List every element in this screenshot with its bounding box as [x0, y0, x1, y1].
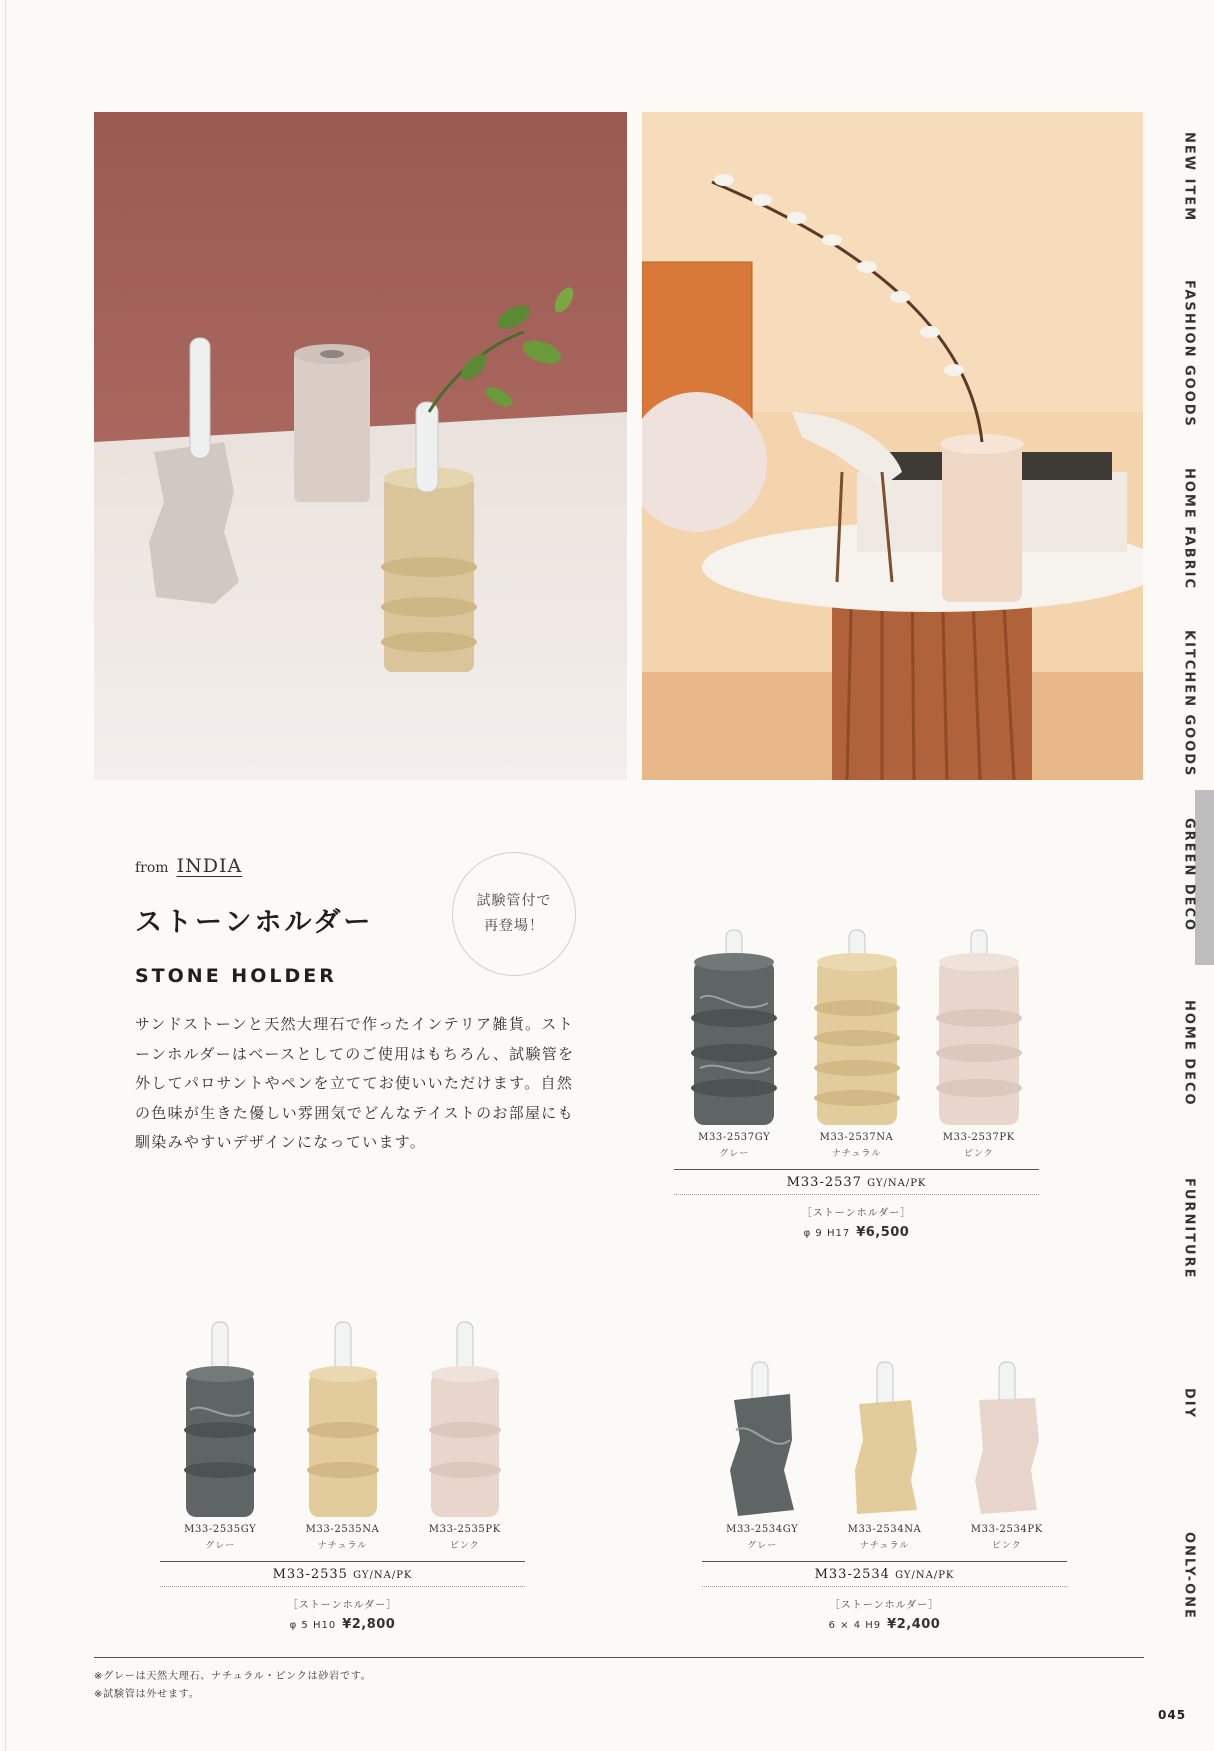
- variant-2537-na[interactable]: [796, 928, 916, 1159]
- nav-item-home-fabric[interactable]: HOME FABRIC: [1181, 468, 1197, 591]
- restock-badge: [452, 852, 576, 976]
- group-code-suffix: GY/NA/PK: [895, 1570, 955, 1581]
- variant-code: M33-2534NA: [847, 1524, 922, 1535]
- group-code-main: M33-2537: [786, 1175, 862, 1190]
- nav-item-green-deco[interactable]: GREEN DECO: [1181, 818, 1197, 933]
- variant-2537-gy[interactable]: [674, 928, 794, 1159]
- product-title-jp: ストーンホルダー: [135, 907, 374, 938]
- group-code: [273, 1562, 413, 1586]
- group-code: [787, 1170, 927, 1194]
- variant-code: M33-2534GY: [726, 1524, 799, 1535]
- stone-holder-small-natural-image: [303, 1320, 383, 1520]
- variant-2534-gy[interactable]: [702, 1360, 822, 1551]
- nav-item-home-deco[interactable]: HOME DECO: [1181, 1000, 1197, 1107]
- stone-holder-small-gray-image: [180, 1320, 260, 1520]
- product-title-en: STONE HOLDER: [135, 965, 337, 987]
- variant-2535-na[interactable]: [282, 1320, 402, 1551]
- group-product-name: ［ストーンホルダー］: [829, 1600, 940, 1611]
- variant-color: ピンク: [449, 1541, 480, 1551]
- variant-2535-pk[interactable]: [405, 1320, 525, 1551]
- stone-holder-ribbed-gray-image: [688, 928, 780, 1128]
- variant-color: ピンク: [991, 1541, 1022, 1551]
- variant-code: M33-2537NA: [819, 1132, 894, 1143]
- nav-item-only-one[interactable]: ONLY-ONE: [1181, 1532, 1197, 1620]
- group-divider-dotted: [674, 1194, 1039, 1195]
- footer-divider: [94, 1657, 1144, 1658]
- group-code: [815, 1562, 955, 1586]
- nav-item-kitchen-goods[interactable]: KITCHEN GOODS: [1181, 630, 1197, 778]
- group-code-suffix: GY/NA/PK: [353, 1570, 413, 1581]
- group-price: ¥6,500: [856, 1225, 910, 1240]
- group-price-line: [829, 1617, 941, 1632]
- variant-2534-pk[interactable]: [947, 1360, 1067, 1551]
- nav-item-furniture[interactable]: FURNITURE: [1181, 1178, 1197, 1280]
- stone-holder-block-natural-image: [845, 1360, 925, 1520]
- variant-color: グレー: [205, 1541, 236, 1551]
- product-description: サンドストーンと天然大理石で作ったインテリア雑貨。ストーンホルダーはベースとしてのご使用はもちろん、試験管を外してパロサントやペンを立ててお使いいただけます。自然の色味が生きた優しい雰囲気でどんなテイストのお部屋にも馴染みやすいデザインになっています。: [135, 1015, 575, 1151]
- group-product-name: ［ストーンホルダー］: [801, 1208, 912, 1219]
- origin-country: INDIA: [176, 855, 243, 877]
- badge-line-1: 試験管付で: [476, 893, 552, 909]
- origin-line: [135, 855, 242, 877]
- variant-color: ナチュラル: [831, 1149, 882, 1159]
- product-group-2535: [160, 1320, 525, 1632]
- product-photo-left: [94, 112, 627, 780]
- variant-2537-pk[interactable]: [919, 928, 1039, 1159]
- footer-note-material: ※グレーは天然大理石、ナチュラル・ピンクは砂岩です。: [94, 1671, 372, 1682]
- footer-note-tube: ※試験管は外せます。: [94, 1689, 200, 1700]
- nav-item-fashion-goods[interactable]: FASHION GOODS: [1181, 280, 1197, 428]
- stone-holder-block-pink-image: [967, 1360, 1047, 1520]
- variant-2534-na[interactable]: [824, 1360, 944, 1551]
- product-group-2534: [702, 1360, 1067, 1632]
- stone-holder-block-gray-image: [722, 1360, 802, 1520]
- group-size: φ 9 H17: [803, 1228, 851, 1239]
- stone-holder-ribbed-pink-image: [933, 928, 1025, 1128]
- page-edge-line: [5, 0, 6, 1751]
- variant-code: M33-2535GY: [184, 1524, 257, 1535]
- variant-color: ナチュラル: [317, 1541, 368, 1551]
- product-photo-right: [642, 112, 1143, 780]
- variant-code: M33-2537GY: [698, 1132, 771, 1143]
- group-product-name: ［ストーンホルダー］: [287, 1600, 398, 1611]
- variant-color: ナチュラル: [859, 1541, 910, 1551]
- variant-2535-gy[interactable]: [160, 1320, 280, 1551]
- from-label: from: [135, 860, 169, 876]
- group-price: ¥2,400: [887, 1617, 941, 1632]
- group-divider-dotted: [702, 1586, 1067, 1587]
- nav-item-new-item[interactable]: NEW ITEM: [1181, 132, 1197, 223]
- group-code-main: M33-2535: [272, 1567, 348, 1582]
- group-divider-dotted: [160, 1586, 525, 1587]
- variant-code: M33-2535NA: [305, 1524, 380, 1535]
- group-size: φ 5 H10: [289, 1620, 337, 1631]
- group-price: ¥2,800: [342, 1617, 396, 1632]
- variant-code: M33-2537PK: [942, 1132, 1015, 1143]
- variant-color: グレー: [719, 1149, 750, 1159]
- side-category-nav: [1165, 120, 1213, 1660]
- variant-color: ピンク: [963, 1149, 994, 1159]
- group-code-main: M33-2534: [814, 1567, 890, 1582]
- group-code-suffix: GY/NA/PK: [867, 1178, 927, 1189]
- product-group-2537: [674, 928, 1039, 1240]
- stone-holder-ribbed-natural-image: [811, 928, 903, 1128]
- group-size: 6 × 4 H9: [828, 1620, 882, 1631]
- group-price-line: [290, 1617, 396, 1632]
- variant-code: M33-2534PK: [970, 1524, 1043, 1535]
- stone-holder-small-pink-image: [425, 1320, 505, 1520]
- badge-line-2: 再登場！: [484, 918, 544, 934]
- group-price-line: [804, 1225, 910, 1240]
- page-number: 045: [1158, 1708, 1187, 1722]
- variant-code: M33-2535PK: [428, 1524, 501, 1535]
- nav-item-diy[interactable]: DIY: [1181, 1388, 1197, 1420]
- variant-color: グレー: [747, 1541, 778, 1551]
